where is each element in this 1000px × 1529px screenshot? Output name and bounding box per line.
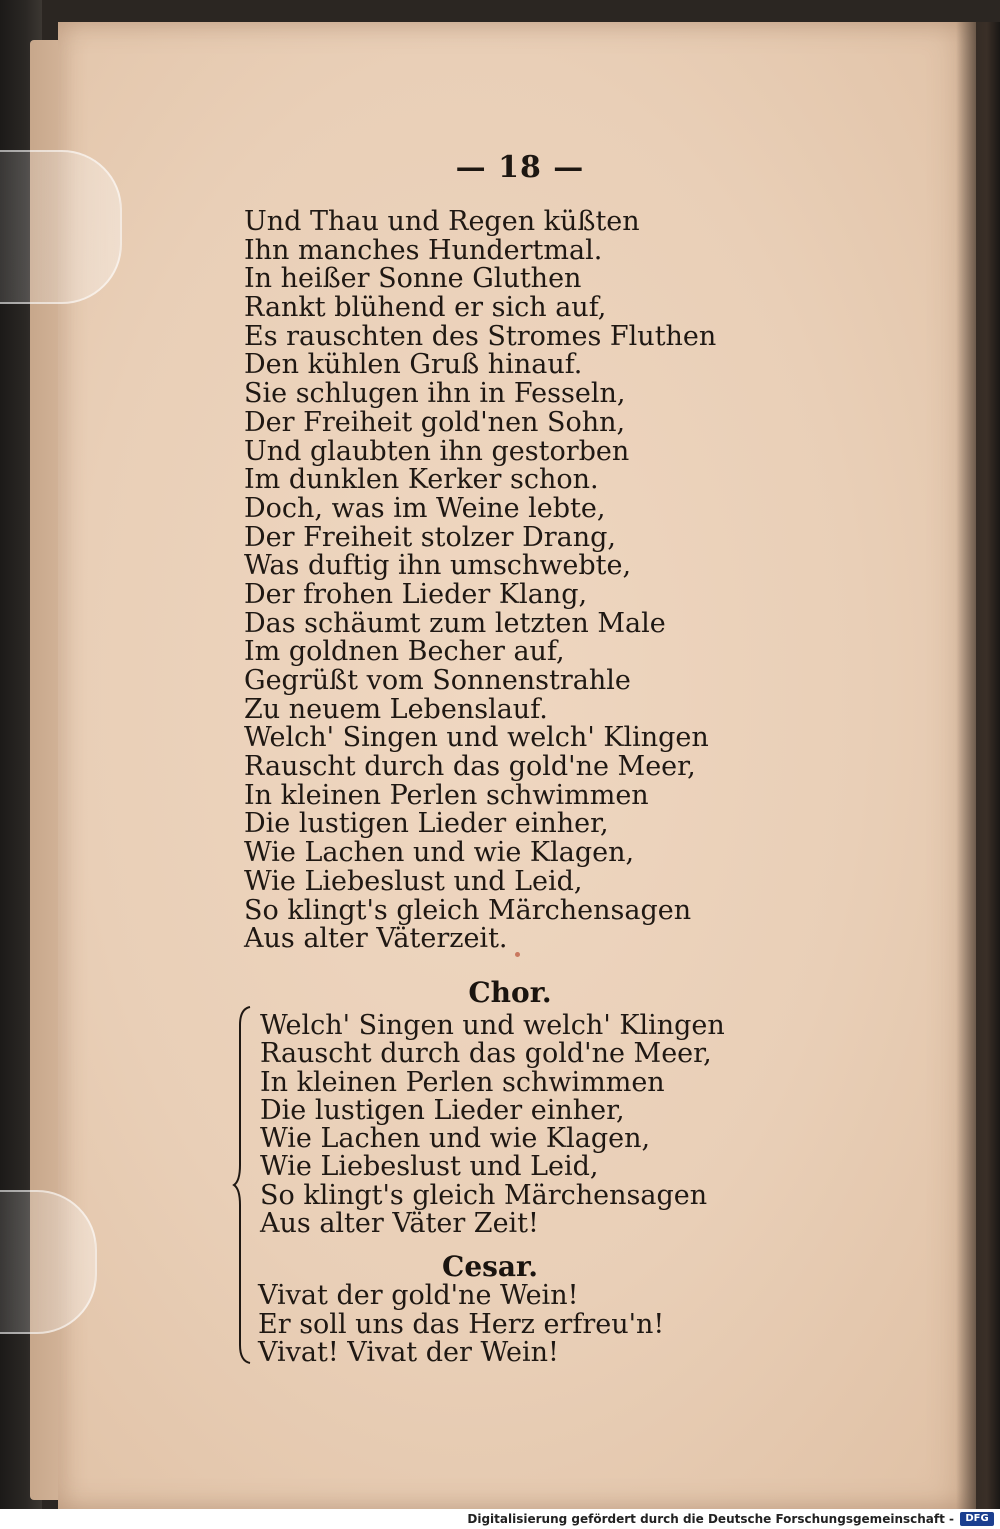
verse-line: Der Freiheit gold'nen Sohn, [244,406,626,438]
verse-line: Welch' Singen und welch' Klingen [244,722,709,754]
chor-line: So klingt's gleich Märchensagen [260,1179,708,1211]
verse-line: Und glaubten ihn gestorben [244,435,630,467]
verse-line: Doch, was im Weine lebte, [244,492,606,524]
verse-line: Das schäumt zum letzten Male [244,607,666,639]
cesar-line: Er soll uns das Herz erfreu'n! [258,1308,665,1340]
verse-line: Der Freiheit stolzer Drang, [244,521,617,553]
verse-line: Der frohen Lieder Klang, [244,578,588,610]
verse-line: Ihn manches Hundertmal. [244,234,603,266]
chor-line: In kleinen Perlen schwimmen [260,1066,665,1098]
page-clip-top [0,150,122,304]
verse-line: Und Thau und Regen küßten [244,206,640,237]
verse-line: So klingt's gleich Märchensagen [244,894,692,926]
funding-credit: Digitalisierung gefördert durch die Deutsche Forschungsgemeinschaft - [467,1512,954,1526]
footer-bar [0,1509,1000,1529]
verse-line: Wie Liebeslust und Leid, [244,865,583,897]
cesar-line: Vivat! Vivat der Wein! [258,1337,559,1368]
chor-line: Aus alter Väter Zeit! [260,1208,539,1240]
verse-line: Es rauschten des Stromes Fluthen [244,320,717,352]
verse-line: Gegrüßt vom Sonnenstrahle [244,665,631,696]
verse-line: Den kühlen Gruß hinauf. [244,349,583,381]
chor-block [260,1010,725,1240]
chor-line: Die lustigen Lieder einher, [260,1094,625,1126]
dfg-logo-icon: DFG [960,1512,994,1526]
chor-line: Wie Liebeslust und Leid, [260,1151,599,1183]
cesar-block [258,1282,678,1368]
verse-line: Zu neuem Lebenslauf. [244,693,548,725]
verse-line: Im goldnen Becher auf, [244,636,565,668]
verse-line: In kleinen Perlen schwimmen [244,779,649,811]
verse-line: Rauscht durch das gold'ne Meer, [244,751,696,783]
chor-line: Welch' Singen und welch' Klingen [260,1010,725,1041]
cesar-line: Vivat der gold'ne Wein! [258,1280,579,1311]
chor-heading: Chor. [468,976,552,1009]
verse-line: Im dunklen Kerker schon. [244,464,599,496]
verse-line: In heißer Sonne Gluthen [244,263,582,295]
verse-line: Sie schlugen ihn in Fesseln, [244,378,626,410]
page-number: — 18 — [455,150,585,185]
cesar-heading: Cesar. [442,1250,538,1283]
curly-brace [232,1005,254,1365]
page-clip-bottom [0,1190,97,1334]
verse-line: Die lustigen Lieder einher, [244,808,609,840]
verse-line: Rankt blühend er sich auf, [244,292,607,324]
book-gutter [956,22,1000,1510]
verse-line: Aus alter Väterzeit. [244,923,508,955]
verse-block [244,206,717,955]
chor-line: Wie Lachen und wie Klagen, [260,1123,651,1155]
verse-line: Wie Lachen und wie Klagen, [244,837,635,869]
verse-line: Was duftig ihn umschwebte, [244,550,632,582]
chor-line: Rauscht durch das gold'ne Meer, [260,1038,712,1070]
